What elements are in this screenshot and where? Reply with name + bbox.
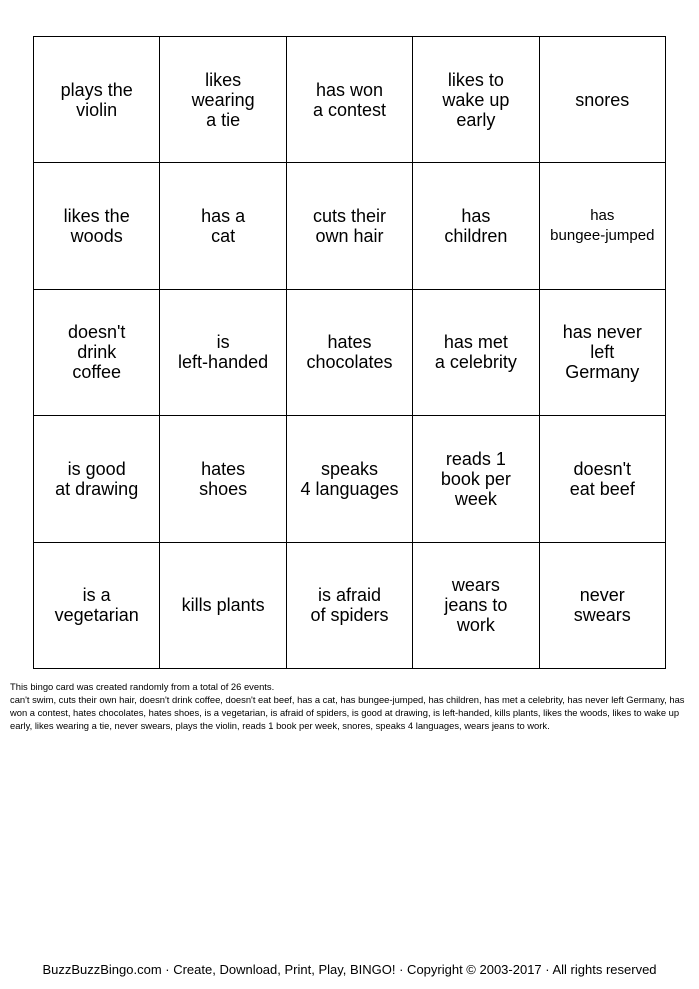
bingo-cell[interactable] bbox=[287, 37, 413, 163]
bingo-cell[interactable] bbox=[413, 290, 539, 416]
bingo-cell[interactable] bbox=[287, 543, 413, 669]
bingo-cell[interactable] bbox=[413, 543, 539, 669]
cell-text: has met a celebrity bbox=[434, 332, 517, 373]
cell-text: reads 1 book per week bbox=[440, 448, 511, 509]
bingo-cell[interactable] bbox=[160, 416, 286, 542]
cell-text: wears jeans to work bbox=[444, 575, 508, 636]
card-info bbox=[10, 680, 690, 732]
bingo-cell[interactable] bbox=[160, 163, 286, 289]
card-info-events: can't swim, cuts their own hair, doesn't drink coffee, doesn't eat beef, has a cat, has bungee-jumped, has children, has met a celebrity, has never left Germany, has won a contest, hates chocolates, hates shoes, is a vegetarian, is afraid of spiders, is good at drawing, is left-handed, kills plants, likes the woods, likes to wake up early, likes wearing a tie, never swears, plays the violin, reads 1 book per week, snores, speaks 4 languages, wears jeans to work. bbox=[10, 694, 685, 731]
bingo-cell[interactable] bbox=[287, 290, 413, 416]
bingo-cell[interactable] bbox=[540, 37, 666, 163]
bingo-cell[interactable] bbox=[160, 37, 286, 163]
bingo-cell[interactable] bbox=[413, 163, 539, 289]
bingo-cell[interactable] bbox=[540, 290, 666, 416]
cell-text: has bungee-jumped bbox=[550, 207, 655, 245]
cell-text: likes wearing a tie bbox=[191, 69, 255, 130]
cell-text: likes to wake up early bbox=[442, 69, 510, 130]
cell-text: hates shoes bbox=[199, 458, 248, 499]
bingo-cell[interactable] bbox=[540, 416, 666, 542]
cell-text: doesn't eat beef bbox=[569, 458, 635, 499]
bingo-cell[interactable] bbox=[34, 290, 160, 416]
cell-text: likes the woods bbox=[63, 206, 130, 247]
card-info-note: This bingo card was created randomly from a total of 26 events. bbox=[10, 681, 275, 692]
bingo-cell[interactable] bbox=[34, 543, 160, 669]
cell-text: is good at drawing bbox=[55, 458, 139, 499]
bingo-cell[interactable] bbox=[413, 416, 539, 542]
bingo-cell[interactable] bbox=[34, 37, 160, 163]
cell-text: has children bbox=[444, 206, 508, 247]
cell-text: doesn't drink coffee bbox=[67, 322, 126, 383]
cell-text: snores bbox=[575, 89, 630, 110]
bingo-cell[interactable] bbox=[540, 163, 666, 289]
cell-text: kills plants bbox=[181, 595, 265, 616]
bingo-cell[interactable] bbox=[540, 543, 666, 669]
bingo-cell[interactable] bbox=[160, 543, 286, 669]
bingo-cell[interactable] bbox=[287, 416, 413, 542]
bingo-cell[interactable] bbox=[413, 37, 539, 163]
bingo-cell[interactable] bbox=[160, 290, 286, 416]
cell-text: has never left Germany bbox=[562, 322, 642, 383]
page-footer: BuzzBuzzBingo.com · Create, Download, Print, Play, BINGO! · Copyright © 2003-2017 · All rights reserved bbox=[42, 962, 657, 977]
cell-text: is left-handed bbox=[178, 332, 269, 373]
cell-text: cuts their own hair bbox=[312, 206, 386, 247]
cell-text: is a vegetarian bbox=[54, 585, 139, 626]
cell-text: never swears bbox=[573, 585, 631, 626]
bingo-cell[interactable] bbox=[287, 163, 413, 289]
bingo-cell[interactable] bbox=[34, 163, 160, 289]
bingo-cell[interactable] bbox=[34, 416, 160, 542]
cell-text: is afraid of spiders bbox=[310, 585, 389, 626]
cell-text: plays the violin bbox=[60, 79, 133, 120]
bingo-card-grid bbox=[33, 36, 666, 669]
cell-text: speaks 4 languages bbox=[300, 458, 399, 499]
cell-text: hates chocolates bbox=[306, 332, 393, 373]
cell-text: has a cat bbox=[201, 206, 246, 247]
cell-text: has won a contest bbox=[312, 79, 387, 120]
